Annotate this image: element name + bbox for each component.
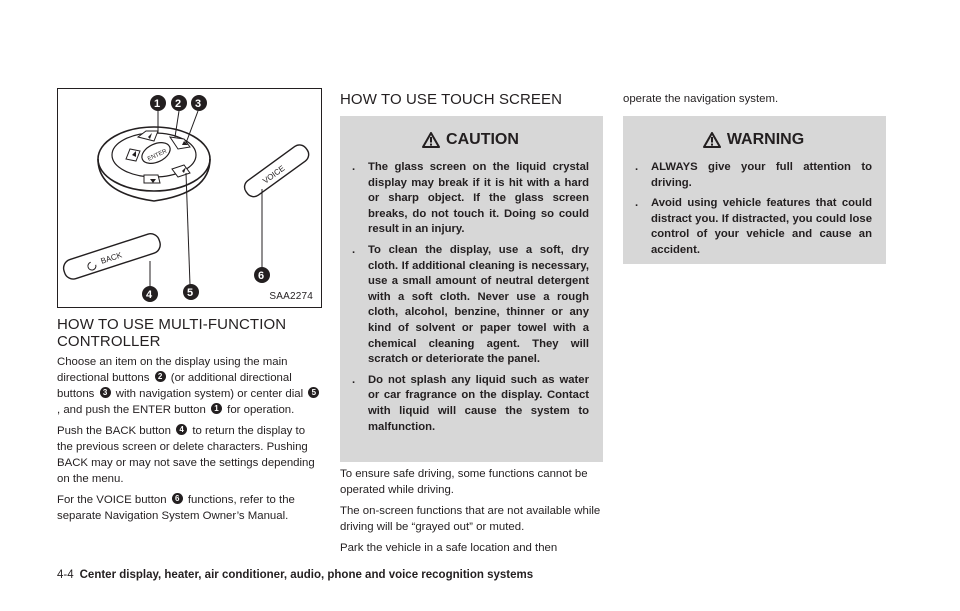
callout-6 xyxy=(254,267,270,283)
caution-item: . To clean the display, use a soft, dry cloth. If additional cleaning is necessary, use a small amount of neutral detergent with a soft cloth. Never use a rough cloth, alcohol, benzine, thinner or any kind of solvent or paper towel with a chemical cleaning agent. They will scratch or deteriorate the panel. xyxy=(352,243,589,366)
caution-box xyxy=(340,116,603,462)
warning-title xyxy=(635,124,872,156)
callout-ref-4: 4 xyxy=(176,424,187,435)
mfc-heading-line1: HOW TO USE MULTI-FUNCTION xyxy=(57,316,287,333)
caution-item: . Do not splash any liquid such as water or car fragrance on the display. Contact with liquid will cause the system to malfunction. xyxy=(352,373,589,433)
page-number: 4-4 xyxy=(57,569,74,581)
callout-ref-1: 1 xyxy=(211,403,222,414)
callout-1 xyxy=(150,95,166,111)
mfc-body xyxy=(57,354,324,529)
callout-ref-2: 2 xyxy=(155,371,166,382)
caution-item: . The glass screen on the liquid crystal display may break if it is hit with a hard or sharp object. If the glass screen breaks, do not touch it. Doing so could result in an injury. xyxy=(352,161,589,236)
mfc-paragraph-1: Choose an item on the display using the main directional buttons 2 (or additional directional buttons 3 with navigation system) or center dial 5, and push the ENTER button 1 for operation. xyxy=(57,354,324,418)
callout-ref-6: 6 xyxy=(172,493,183,504)
mfc-paragraph-2: Push the BACK button 4 to return the display to the previous screen or delete characters. Pushing BACK may or may not save the settings depending on the menu. xyxy=(57,424,315,485)
svg-text:1: 1 xyxy=(154,98,161,110)
caution-title xyxy=(352,124,589,156)
callout-ref-3: 3 xyxy=(100,387,111,398)
svg-text:5: 5 xyxy=(187,287,194,299)
touch-paragraph-3-continued: operate the navigation system. xyxy=(623,93,779,105)
touch-body xyxy=(340,466,606,561)
svg-text:2: 2 xyxy=(175,98,182,110)
mfc-paragraph-3: For the VOICE button 6 functions, refer to the separate Navigation System Owner’s Manual. xyxy=(57,493,295,522)
figure-code: SAA2274 xyxy=(269,291,313,302)
mfc-heading-line2: CONTROLLER xyxy=(57,333,161,350)
warning-item: . ALWAYS give your full attention to driving. xyxy=(635,161,872,189)
voice-label: VOICE xyxy=(261,163,287,186)
callout-ref-5: 5 xyxy=(308,387,319,398)
svg-text:6: 6 xyxy=(258,270,265,282)
warning-triangle-icon xyxy=(703,132,721,148)
enter-label: ENTER xyxy=(146,148,168,163)
warning-item: . Avoid using vehicle features that could distract you. If distracted, you could lose control of your vehicle and cause an accident. xyxy=(635,197,872,256)
touch-heading: HOW TO USE TOUCH SCREEN xyxy=(340,91,563,108)
mfc-heading xyxy=(57,316,327,350)
page-footer xyxy=(57,569,533,581)
touch-paragraph-3: Park the vehicle in a safe location and then xyxy=(340,542,558,554)
controller-drawing xyxy=(58,89,321,307)
callout-2 xyxy=(171,95,187,111)
callout-3 xyxy=(191,95,207,111)
warning-box xyxy=(623,116,886,264)
warning-title-text: WARNING xyxy=(726,131,805,148)
callout-4 xyxy=(142,286,158,302)
svg-text:4: 4 xyxy=(146,289,153,301)
svg-text:3: 3 xyxy=(195,98,202,110)
touch-paragraph-1: To ensure safe driving, some functions cannot be operated while driving. xyxy=(340,468,588,496)
caution-title-text: CAUTION xyxy=(446,131,519,148)
controller-illustration xyxy=(57,88,322,308)
callout-5 xyxy=(183,284,199,300)
warning-triangle-icon xyxy=(422,132,440,148)
back-label: BACK xyxy=(99,250,124,266)
touch-paragraph-2: The on-screen functions that are not available while driving will be “grayed out” or muted. xyxy=(340,505,601,533)
section-title: Center display, heater, air conditioner, audio, phone and voice recognition systems xyxy=(79,569,534,581)
